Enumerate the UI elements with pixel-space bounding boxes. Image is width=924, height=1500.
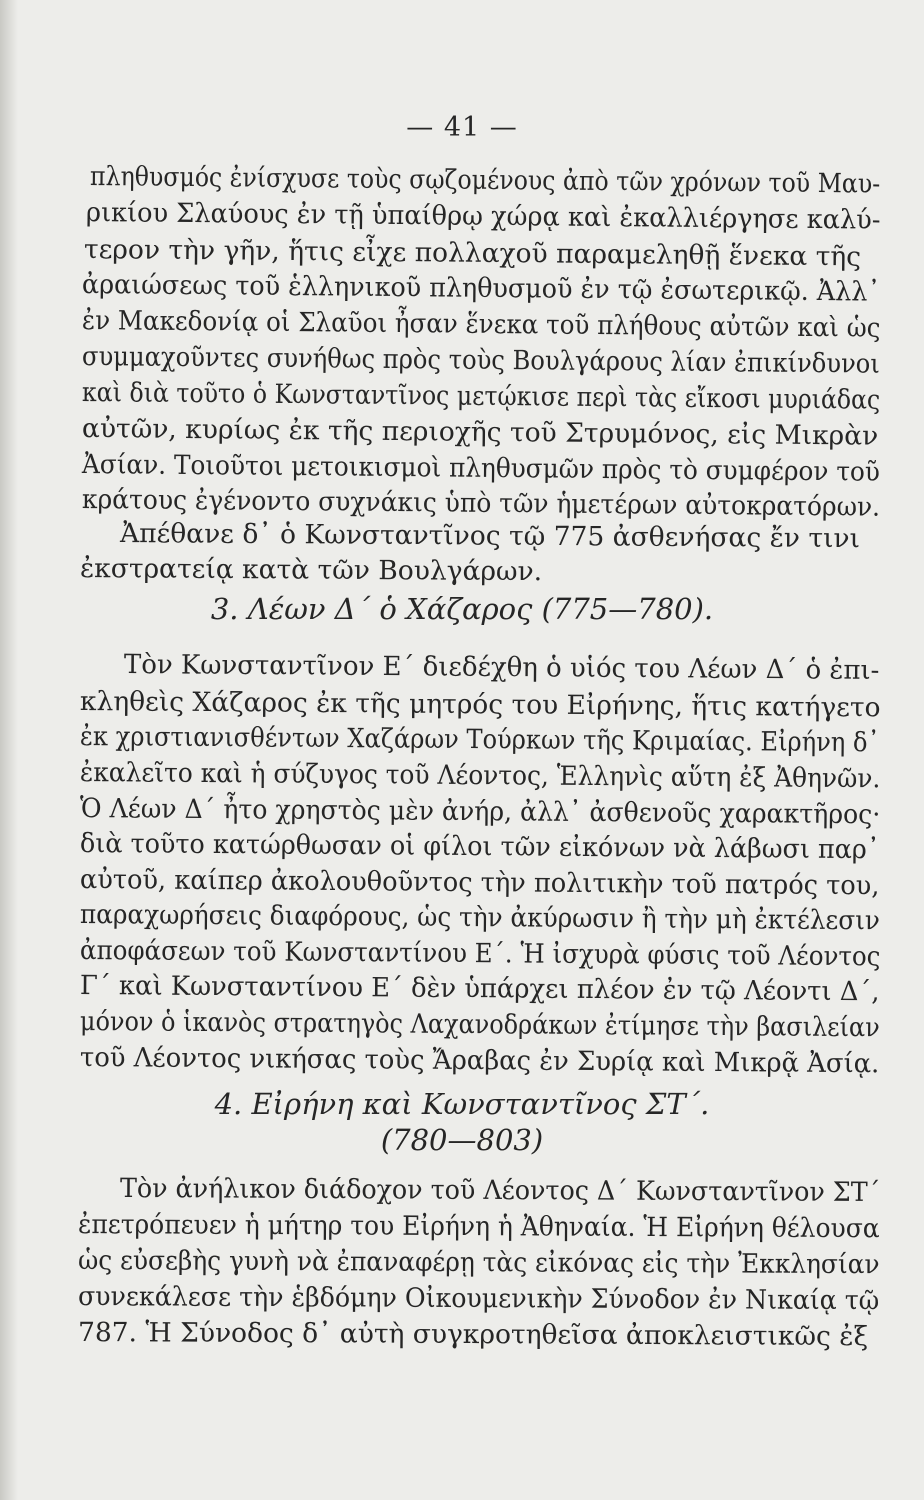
text-line: συμμαχοῦντες συνήθως πρὸς τοὺς Βουλγάρους λίαν ἐπικίνδυνοι: [81, 341, 880, 380]
text-line: ἐκαλεῖτο καὶ ἡ σύζυγος τοῦ Λέοντος, Ἑλληνὶς αὕτη ἐξ Ἀθηνῶν.: [79, 757, 881, 795]
text-line: κληθεὶς Χάζαρος ἐκ τῆς μητρός του Εἰρήνης, ἥτις κατήγετο: [79, 686, 881, 724]
text-line: Γ´ καὶ Κωνσταντίνου Ε´ δὲν ὑπάρχει πλέον ἐν τῷ Λέοντι Δ´,: [79, 970, 880, 1008]
text-line: ἀραιώσεως τοῦ ἑλληνικοῦ πληθυσμοῦ ἐν τῷ ἐσωτερικῷ. Ἀλλ᾽: [81, 269, 881, 308]
text-line: καὶ διὰ τοῦτο ὁ Κωνσταντῖνος μετῴκισε περὶ τὰς εἴκοσι μυριάδας: [81, 377, 881, 416]
text-line: Τὸν Κωνσταντῖνον Ε´ διεδέχθη ὁ υἱός του Λέων Δ´ ὁ ἐπι-: [123, 649, 880, 686]
text-line: ἐν Μακεδονίᾳ οἱ Σλαῦοι ἦσαν ἕνεκα τοῦ πλήθους αὐτῶν καὶ ὡς: [81, 305, 881, 344]
text-line: Τὸν ἀνήλικον διάδοχον τοῦ Λέοντος Δ´ Κωνσταντῖνον ΣΤ´: [119, 1173, 881, 1208]
text-line: πληθυσμός ἐνίσχυσε τοὺς σῳζομένους ἀπὸ τῶν χρόνων τοῦ Μαυ-: [89, 161, 881, 200]
page-edge-shadow: [0, 0, 18, 1500]
text-line: τοῦ Λέοντος νικήσας τοὺς Ἄραβας ἐν Συρίᾳ καὶ Μικρᾷ Ἀσίᾳ.: [79, 1042, 880, 1080]
page-number: — 41 —: [406, 112, 518, 143]
text-line: συνεκάλεσε τὴν ἑβδόμην Οἰκουμενικὴν Σύνοδον ἐν Νικαίᾳ τῷ: [77, 1281, 880, 1317]
text-line: ρικίου Σλαύους ἐν τῇ ὑπαίθρῳ χώρᾳ καὶ ἐκαλλιέργησε καλύ-: [85, 197, 881, 236]
text-line: ἐκ χριστιανισθέντων Χαζάρων Τούρκων τῆς Κριμαίας. Εἰρήνη δ᾽: [79, 721, 880, 759]
text-line: Ἀπέθανε δ᾽ ὁ Κωνσταντῖνος τῷ 775 ἀσθενήσας ἔν τινι: [119, 518, 861, 555]
section-heading-years: (780—803): [380, 1123, 544, 1157]
section-heading: 4. Εἰρήνη καὶ Κωνσταντῖνος ΣΤ´.: [214, 1087, 710, 1121]
text-line: αὐτῶν, κυρίως ἐκ τῆς περιοχῆς τοῦ Στρυμόνος, εἰς Μικρὰν: [81, 413, 879, 452]
text-line: παραχωρήσεις διαφόρους, ὡς τὴν ἀκύρωσιν ἢ τὴν μὴ ἐκτέλεσιν: [79, 899, 881, 937]
section-heading: 3. Λέων Δ´ ὁ Χάζαρος (775—780).: [210, 592, 714, 626]
text-line: αὐτοῦ, καίπερ ἀκολουθοῦντος τὴν πολιτικὴν τοῦ πατρός του,: [79, 864, 880, 902]
text-line: Ἀσίαν. Τοιοῦτοι μετοικισμοὶ πληθυσμῶν πρὸς τὸ συμφέρον τοῦ: [81, 449, 881, 488]
text-line: ἐκστρατείᾳ κατὰ τῶν Βουλγάρων.: [79, 553, 543, 588]
text-line: τερον τὴν γῆν, ἥτις εἶχε πολλαχοῦ παραμεληθῇ ἕνεκα τῆς: [83, 234, 862, 273]
text-line: κράτους ἐγένοντο συχνάκις ὑπὸ τῶν ἡμετέρων αὐτοκρατόρων.: [81, 484, 881, 523]
text-line: μόνον ὁ ἱκανὸς στρατηγὸς Λαχανοδράκων ἐτίμησε τὴν βασιλείαν: [79, 1006, 880, 1044]
text-line: ὡς εὐσεβὴς γυνὴ νὰ ἐπαναφέρῃ τὰς εἰκόνας εἰς τὴν Ἐκκλησίαν: [77, 1245, 880, 1281]
text-line: Ὁ Λέων Δ´ ἦτο χρηστὸς μὲν ἀνήρ, ἀλλ᾽ ἀσθενοῦς χαρακτῆρος·: [79, 793, 881, 831]
text-line: ἀποφάσεων τοῦ Κωνσταντίνου Ε´. Ἡ ἰσχυρὰ φύσις τοῦ Λέοντος: [79, 935, 881, 973]
text-line: 787. Ἡ Σύνοδος δ᾽ αὐτὴ συγκροτηθεῖσα ἀποκλειστικῶς ἐξ: [77, 1317, 869, 1353]
text-line: διὰ τοῦτο κατώρθωσαν οἱ φίλοι τῶν εἰκόνων νὰ λάβωσι παρ᾽: [79, 828, 880, 866]
text-line: ἐπετρόπευεν ἡ μήτηρ του Εἰρήνη ἡ Ἀθηναία. Ἡ Εἰρήνη θέλουσα: [77, 1209, 880, 1245]
